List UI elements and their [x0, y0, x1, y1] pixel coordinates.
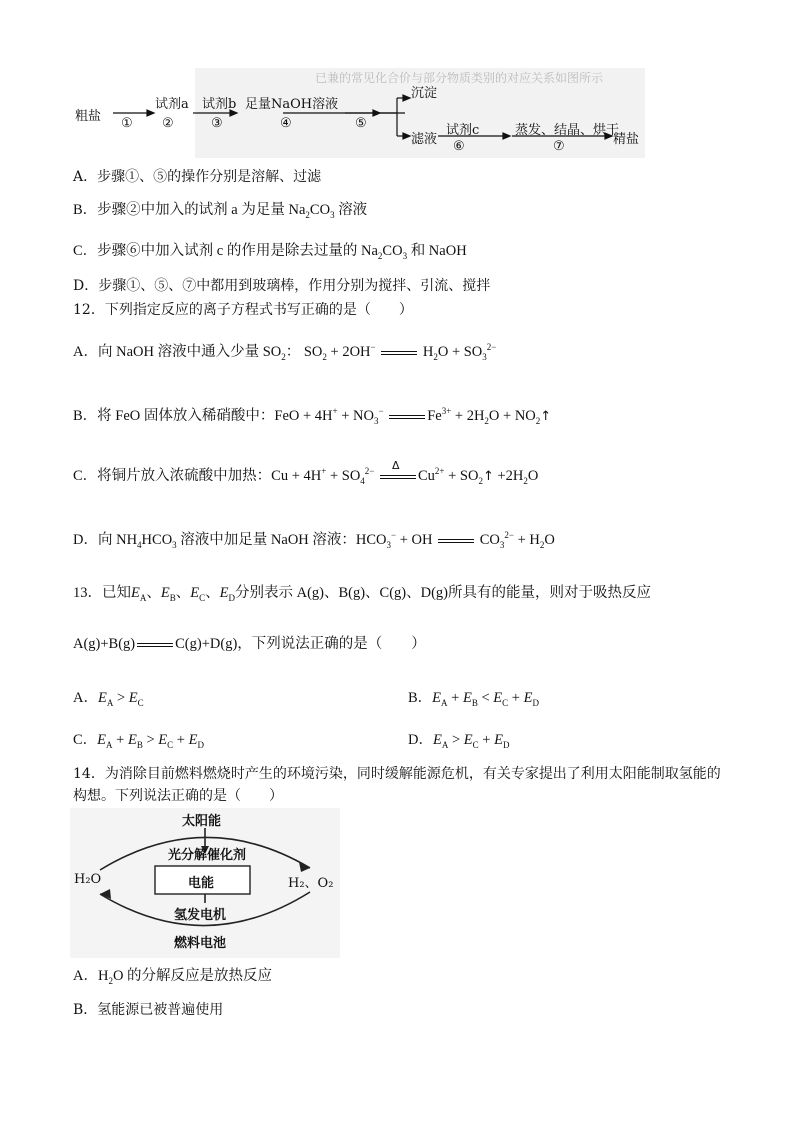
precipitate-label: 沉淀	[411, 86, 438, 101]
reagent-b-label: 试剂b	[202, 97, 237, 112]
water-label: H₂O	[74, 872, 102, 887]
step-5-mark: ⑤	[355, 116, 367, 131]
ops-label: 蒸发、结晶、烘干	[515, 123, 620, 138]
q14-option-a: A．$H_2O$ 的分解反应是放热反应	[73, 968, 273, 986]
naoh-label: 足量NaOH溶液	[245, 97, 339, 112]
refined-salt-label: 精盐	[613, 132, 640, 147]
q13-stem-line2: A(g)+B(g) C(g)+D(g)，下列说法正确的是（ ）	[73, 636, 426, 652]
catalyst-label: 光分解催化剂	[168, 848, 247, 863]
q13-stem-line1: 13．已知$E_A$、$E_B$、$E_C$、$E_D$分别表示 A(g)、B(g)、C(g)、D(g)所具有的能量，则对于吸热反应	[73, 585, 652, 603]
q12-stem: 12．下列指定反应的离子方程式书写正确的是（ ）	[73, 302, 413, 318]
q13-option-b: B．$E_A + E_B < E_C + E_D$	[408, 690, 539, 708]
electric-energy-label: 电能	[188, 876, 215, 891]
q13-option-c: C．$E_A + E_B > E_C + E_D$	[73, 732, 204, 750]
q14-stem-line1: 14．为消除目前燃料燃烧时产生的环境污染，同时缓解能源危机，有关专家提出了利用太阳能制取氢能的	[73, 766, 721, 782]
reagent-c-label: 试剂c	[446, 123, 480, 138]
step-7-mark: ⑦	[553, 139, 565, 154]
q11-option-a: A．步骤①、⑤的操作分别是溶解、过滤	[73, 169, 322, 185]
hydrogen-cycle-diagram	[70, 808, 340, 958]
crude-salt-label: 粗盐	[75, 109, 102, 124]
step-3-mark: ③	[211, 116, 223, 131]
reagent-a-label: 试剂a	[155, 97, 189, 112]
h2-o2-label: H₂、O₂	[288, 876, 334, 891]
q14-option-b: B．氢能源已被普遍使用	[73, 1002, 224, 1018]
q12-option-c: C．将铜片放入浓硫酸中加热：$Cu + 4H^+ + SO_4^{2-}$ Δ $Cu^{2+}$ + $SO_2↑ +2H_2O$	[73, 466, 538, 487]
step-2-mark: ②	[162, 116, 174, 131]
filtrate-label: 滤液	[411, 132, 438, 147]
q11-option-b: B．步骤②中加入的试剂 a 为足量 $Na_2CO_3$ 溶液	[73, 202, 368, 220]
step-6-mark: ⑥	[453, 139, 465, 154]
step-4-mark: ④	[280, 116, 292, 131]
q12-option-a: A．向 NaOH 溶液中通入少量 $SO_2$： $SO_2 + 2OH^-$ $H_2O + SO_3^{2-}$	[73, 342, 497, 362]
salt-purification-flowchart	[75, 68, 645, 158]
q13-option-d: D．$E_A > E_C + E_D$	[408, 732, 510, 750]
flowchart-watermark: 已兼的常见化合价与部分物质类别的对应关系如图所示	[315, 71, 604, 85]
q11-option-c: C．步骤⑥中加入试剂 c 的作用是除去过量的 $Na_2CO_3$ 和 NaOH	[73, 243, 467, 261]
q12-option-d: D．向 $NH_4HCO_3$ 溶液中加足量 NaOH 溶液：$HCO_3^-$ + OH $CO_3^{2-} + H_2O$	[73, 530, 555, 550]
q14-stem-line2: 构想。下列说法正确的是（ ）	[73, 788, 283, 804]
solar-energy-label: 太阳能	[182, 814, 222, 829]
step-1-mark: ①	[121, 116, 133, 131]
fuel-cell-label: 燃料电池	[174, 936, 227, 951]
q11-option-d: D．步骤①、⑤、⑦中都用到玻璃棒，作用分别为搅拌、引流、搅拌	[73, 278, 491, 294]
q13-option-a: A．$E_A > E_C$	[73, 690, 144, 708]
heating-symbol: Δ	[392, 458, 400, 472]
hydrogen-generator-label: 氢发电机	[174, 908, 227, 923]
q12-option-b: B．将 FeO 固体放入稀硝酸中：FeO + $4H^+ + NO_3^-$ $Fe^{3+} + 2H_2O$ + $NO_2↑$	[73, 406, 552, 426]
